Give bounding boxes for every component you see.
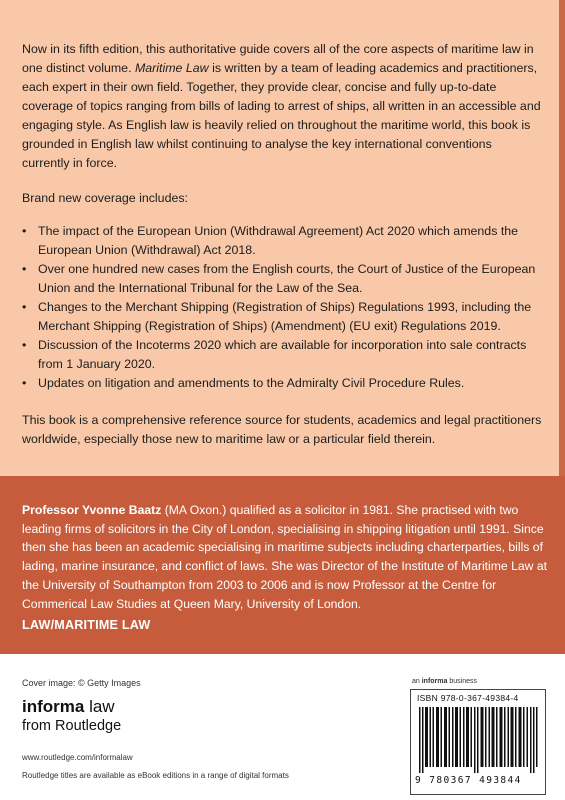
author-name: Professor Yvonne Baatz [22, 503, 162, 517]
spine-strip [559, 0, 565, 476]
coverage-list [22, 222, 542, 393]
barcode-bars-icon [419, 707, 539, 773]
list-item: • The impact of the European Union (Withdrawal Agreement) Act 2020 which amends the European Union (Withdrawal) Act 2018. [22, 224, 519, 257]
list-item: • Over one hundred new cases from the English courts, the Court of Justice of the European Union and the International Tribunal for the Law of the Sea. [22, 262, 536, 295]
coverage-lead: Brand new coverage includes: [22, 191, 188, 205]
author-bio: Professor Yvonne Baatz (MA Oxon.) qualified as a solicitor in 1981. She practised with two leading firms of solicitors in the City of London, specialising in shipping litigation until 1991. Since then she has been an academic specialising in maritime subjects including charterparties, bills of lading, marine insurance, and conflict of laws. She was Director of the Institute of Maritime Law at the University of Southampton from 2003 to 2006 and is now Professor at the Centre for Commerical Law Studies at Queen Mary, University of London. [22, 503, 547, 611]
author-panel [0, 476, 565, 654]
isbn-label: ISBN 978-0-367-49384-4 [417, 693, 519, 703]
cover-credit: Cover image: © Getty Images [22, 678, 141, 688]
bullet-icon: • [22, 224, 27, 238]
barcode [410, 689, 546, 795]
publisher-logo: informa law from Routledge [22, 697, 122, 734]
book-title-inline: Maritime Law [134, 61, 209, 75]
list-item: • Discussion of the Incoterms 2020 which are available for incorporation into sale contracts from 1 January 2020. [22, 338, 527, 371]
list-item: • Changes to the Merchant Shipping (Registration of Ships) Regulations 1993, including the Merchant Shipping (Registration of Ships) (Amendment) (EU exit) Regulations 2019. [22, 300, 532, 333]
ebook-note: Routledge titles are available as eBook editions in a range of digital formats [22, 771, 289, 780]
subject-category: LAW/MARITIME LAW [22, 618, 151, 632]
intro-paragraph: Now in its fifth edition, this authoritative guide covers all of the core aspects of maritime law in one distinct volume. Maritime Law is written by a team of leading academics and practitioners, each expert in their own field. Together, they provide clear, concise and fully up-to-date coverage of topics ranging from bills of lading to arrest of ships, all written in an accessible and engaging style. As English law is heavily relied on throughout the maritime world, this book is grounded in English law whilst continuing to analyse the key international conventions currently in force. [22, 42, 541, 170]
description-content [22, 40, 542, 465]
footer [0, 654, 565, 800]
closing-paragraph: This book is a comprehensive reference source for students, academics and legal practitioners worldwide, especially those new to maritime law or a particular field therein. [22, 413, 542, 446]
bullet-icon: • [22, 376, 27, 390]
informa-business-tag: an informa business [412, 678, 477, 685]
bullet-icon: • [22, 262, 27, 276]
list-item: • Updates on litigation and amendments to the Admiralty Civil Procedure Rules. [22, 374, 542, 393]
publisher-url[interactable]: www.routledge.com/informalaw [22, 753, 133, 762]
barcode-digits: 9 780367 493844 [415, 775, 522, 786]
bullet-icon: • [22, 300, 27, 314]
bullet-icon: • [22, 338, 27, 352]
